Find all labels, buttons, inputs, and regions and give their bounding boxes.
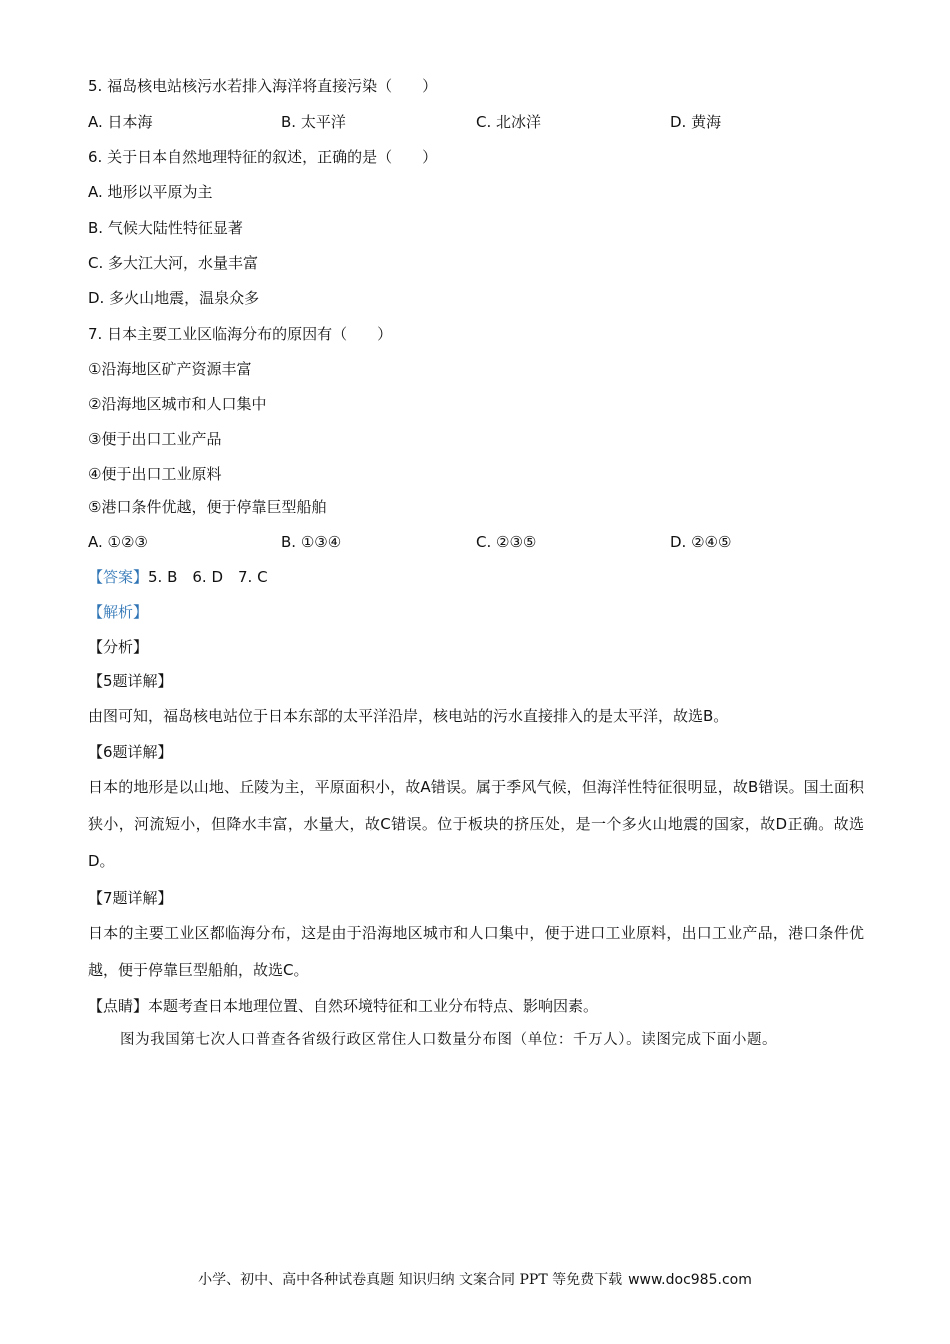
detail-5-text: 由图可知，福岛核电站位于日本东部的太平洋沿岸，核电站的污水直接排入的是太平洋，故选B。: [88, 707, 729, 725]
q7-item-1: ①沿海地区矿产资源丰富: [88, 360, 252, 378]
analysis-label: 【解析】: [88, 603, 149, 621]
q5-option-b: B. 太平洋: [281, 113, 346, 131]
q5-stem: 5. 福岛核电站核污水若排入海洋将直接污染（ ）: [88, 77, 438, 95]
page-footer: [0, 1270, 950, 1290]
detail-5-label: 【5题详解】: [88, 672, 173, 690]
q7-item-3: ③便于出口工业产品: [88, 430, 222, 448]
q6-option-c: C. 多大江大河，水量丰富: [88, 254, 259, 272]
q5-option-a: A. 日本海: [88, 113, 153, 131]
detail-7-text: 日本的主要工业区都临海分布，这是由于沿海地区城市和人口集中，便于进口工业原料，出口工业产品，港口条件优越，便于停靠巨型船舶，故选C。: [88, 924, 864, 979]
q6-option-d: D. 多火山地震，温泉众多: [88, 289, 260, 307]
answer-text: 5. B 6. D 7. C: [148, 568, 268, 586]
answer-line: [88, 567, 268, 587]
q7-item-4: ④便于出口工业原料: [88, 465, 222, 483]
q7-option-b: B. ①③④: [281, 533, 342, 551]
q5-option-c: C. 北冰洋: [476, 113, 542, 131]
next-question-intro: 图为我国第七次人口普查各省级行政区常住人口数量分布图（单位：千万人）。读图完成下面小题。: [120, 1032, 778, 1048]
q7-item-2: ②沿海地区城市和人口集中: [88, 395, 267, 413]
footer-url[interactable]: www.doc985.com: [628, 1272, 752, 1288]
q7-option-d: D. ②④⑤: [670, 533, 732, 551]
q5-option-d: D. 黄海: [670, 113, 722, 131]
q7-option-a: A. ①②③: [88, 533, 148, 551]
q6-option-b: B. 气候大陆性特征显著: [88, 219, 243, 237]
q6-stem: 6. 关于日本自然地理特征的叙述，正确的是（ ）: [88, 148, 438, 166]
q7-option-c: C. ②③⑤: [476, 533, 537, 551]
q6-option-a: A. 地形以平原为主: [88, 183, 213, 201]
fenxi-label: 【分析】: [88, 638, 149, 656]
footer-text: 小学、初中、高中各种试卷真题 知识归纳 文案合同 PPT 等免费下载: [198, 1272, 623, 1288]
detail-6-label: 【6题详解】: [88, 743, 173, 761]
answer-label: 【答案】: [88, 568, 149, 586]
q7-stem: 7. 日本主要工业区临海分布的原因有（ ）: [88, 325, 393, 343]
dianjing-line: 【点睛】本题考查日本地理位置、自然环境特征和工业分布特点、影响因素。: [88, 997, 599, 1015]
detail-6-text: 日本的地形是以山地、丘陵为主，平原面积小，故A错误。属于季风气候，但海洋性特征很明显，故B错误。国土面积狭小，河流短小，但降水丰富，水量大，故C错误。位于板块的挤压处，是一个多火山地震的国家，故D正确。故选D。: [88, 778, 864, 870]
q7-item-5: ⑤港口条件优越，便于停靠巨型船舶: [88, 498, 327, 516]
detail-7-label: 【7题详解】: [88, 889, 173, 907]
